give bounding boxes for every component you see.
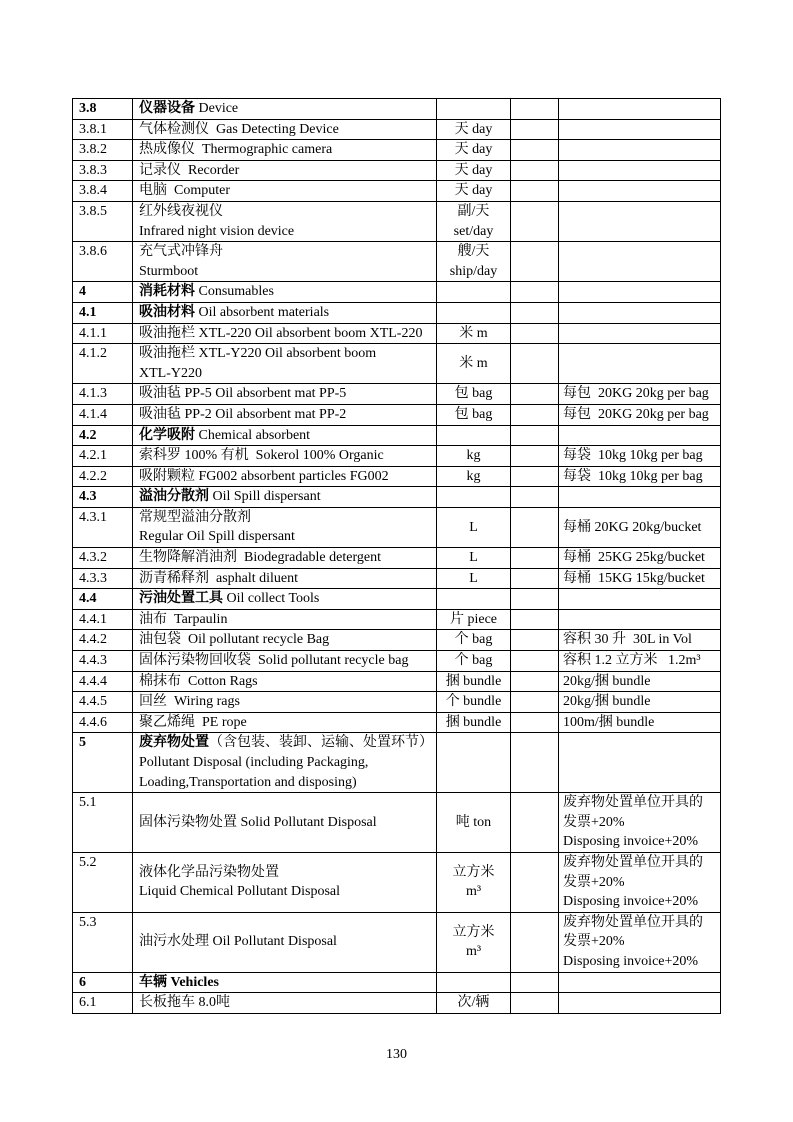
cell-text-line: 沥青稀释剂 asphalt diluent <box>139 570 299 586</box>
cell-text-line: 米 m <box>459 355 488 371</box>
table-row <box>73 446 721 467</box>
remark-cell <box>559 487 721 508</box>
table-row <box>73 548 721 569</box>
unit-cell <box>437 712 511 733</box>
description-cell <box>133 692 437 713</box>
item-number-cell: 4.4.4 <box>73 671 133 692</box>
item-number-cell: 4.4.2 <box>73 630 133 651</box>
remark-cell <box>559 446 721 467</box>
quantity-cell <box>511 160 559 181</box>
table-row <box>73 733 721 793</box>
cell-text-line: m³ <box>465 944 482 960</box>
description-cell <box>133 671 437 692</box>
description-cell <box>133 912 437 972</box>
quantity-cell <box>511 630 559 651</box>
unit-cell <box>437 972 511 993</box>
description-cell <box>133 972 437 993</box>
quantity-cell <box>511 201 559 241</box>
item-number-cell: 3.8.1 <box>73 119 133 140</box>
quantity-cell <box>511 181 559 202</box>
cell-text-line: 液体化学品污染物处置 <box>139 864 279 880</box>
item-number-cell: 4.1.4 <box>73 404 133 425</box>
table-row <box>73 712 721 733</box>
table-row <box>73 630 721 651</box>
cell-text-line: kg <box>466 448 481 464</box>
remark-cell <box>559 140 721 161</box>
quantity-cell <box>511 242 559 282</box>
item-number-cell: 4.3 <box>73 487 133 508</box>
description-cell <box>133 201 437 241</box>
cell-text-line: 油布 Tarpaulin <box>139 611 228 627</box>
remark-cell <box>559 852 721 912</box>
table-row <box>73 302 721 323</box>
table-row <box>73 651 721 672</box>
description-cell <box>133 507 437 547</box>
item-number-cell: 4.3.3 <box>73 568 133 589</box>
cell-text-line: 废弃物处置单位开具的 <box>563 854 703 870</box>
cell-text-line: Liquid Chemical Pollutant Disposal <box>139 884 341 900</box>
cell-text-line: 立方米 <box>452 864 495 880</box>
cell-text-line: Loading,Transportation and disposing) <box>139 774 357 790</box>
description-cell <box>133 160 437 181</box>
quantity-cell <box>511 589 559 610</box>
remark-cell <box>559 466 721 487</box>
quantity-cell <box>511 466 559 487</box>
remark-cell <box>559 671 721 692</box>
quantity-cell <box>511 344 559 384</box>
cell-text-line: Disposing invoice+20% <box>563 953 699 969</box>
table-row <box>73 242 721 282</box>
remark-cell <box>559 589 721 610</box>
description-cell <box>133 609 437 630</box>
remark-cell <box>559 302 721 323</box>
quantity-cell <box>511 692 559 713</box>
remark-cell <box>559 609 721 630</box>
table-row <box>73 404 721 425</box>
cell-text-line: 天 day <box>454 142 493 158</box>
unit-cell <box>437 160 511 181</box>
remark-cell <box>559 548 721 569</box>
quantity-cell <box>511 140 559 161</box>
cell-text-line: 吸附颗粒 FG002 absorbent particles FG002 <box>139 468 389 484</box>
table-row <box>73 507 721 547</box>
item-number-cell: 6.1 <box>73 993 133 1014</box>
cell-text-line: 聚乙烯绳 PE rope <box>139 714 247 730</box>
cell-text-line: 包 bag <box>454 406 493 422</box>
cell-text-line: 仪器设备 Device <box>139 101 239 116</box>
cell-text-line: 容积 30 升 30L in Vol <box>563 632 692 648</box>
item-number-cell: 4 <box>73 282 133 303</box>
table-row <box>73 160 721 181</box>
cell-text-line: 电脑 Computer <box>139 183 230 199</box>
table-row <box>73 466 721 487</box>
cell-text-line: 废弃物处置单位开具的 <box>563 914 703 930</box>
quantity-cell <box>511 733 559 793</box>
description-cell <box>133 712 437 733</box>
cell-text-line: 充气式冲锋舟 <box>139 244 223 260</box>
description-cell <box>133 793 437 853</box>
description-cell <box>133 404 437 425</box>
item-number-cell: 4.1.1 <box>73 323 133 344</box>
quantity-cell <box>511 972 559 993</box>
unit-cell <box>437 323 511 344</box>
quantity-cell <box>511 302 559 323</box>
cell-text-line: 捆 bundle <box>445 673 502 689</box>
table-body <box>73 99 721 1014</box>
description-cell <box>133 425 437 446</box>
description-cell <box>133 323 437 344</box>
cell-text-line: L <box>469 519 478 535</box>
unit-cell <box>437 425 511 446</box>
item-number-cell: 3.8.6 <box>73 242 133 282</box>
description-cell <box>133 119 437 140</box>
remark-cell <box>559 425 721 446</box>
table-row <box>73 119 721 140</box>
cell-text-line: 吸油拖栏 XTL-Y220 Oil absorbent boom <box>139 346 377 362</box>
remark-cell <box>559 651 721 672</box>
unit-cell <box>437 548 511 569</box>
table-row <box>73 487 721 508</box>
quantity-cell <box>511 425 559 446</box>
remark-cell <box>559 282 721 303</box>
cell-text-line: 捆 bundle <box>445 714 502 730</box>
cell-text-line: 每桶 15KG 15kg/bucket <box>563 570 705 586</box>
table-row <box>73 692 721 713</box>
cell-text-line: 常规型溢油分散剂 <box>139 509 251 525</box>
quantity-cell <box>511 507 559 547</box>
cell-text-line: 气体检测仪 Gas Detecting Device <box>139 121 339 137</box>
cell-text-line: 20kg/捆 bundle <box>563 673 651 689</box>
remark-cell <box>559 181 721 202</box>
table-row <box>73 344 721 384</box>
remark-cell <box>559 160 721 181</box>
price-list-table <box>72 98 721 1014</box>
unit-cell <box>437 384 511 405</box>
unit-cell <box>437 671 511 692</box>
cell-text-line: 回丝 Wiring rags <box>139 694 240 710</box>
quantity-cell <box>511 384 559 405</box>
cell-text-line: 100m/捆 bundle <box>563 714 655 730</box>
table-row <box>73 140 721 161</box>
cell-text-line: 立方米 <box>452 924 495 940</box>
description-cell <box>133 99 437 120</box>
description-cell <box>133 282 437 303</box>
cell-text-line: Disposing invoice+20% <box>563 834 699 850</box>
cell-text-line: 吸油毡 PP-5 Oil absorbent mat PP-5 <box>139 386 347 402</box>
cell-text-line: 每包 20KG 20kg per bag <box>563 386 709 402</box>
unit-cell <box>437 733 511 793</box>
quantity-cell <box>511 852 559 912</box>
unit-cell <box>437 140 511 161</box>
item-number-cell: 4.4.1 <box>73 609 133 630</box>
cell-text-line: 固体污染物处置 Solid Pollutant Disposal <box>139 814 377 830</box>
cell-text-line: Sturmboot <box>139 263 199 279</box>
cell-text-line: 发票+20% <box>563 814 625 830</box>
remark-cell <box>559 912 721 972</box>
item-number-cell: 4.4.5 <box>73 692 133 713</box>
table-row <box>73 282 721 303</box>
cell-text-line: 每包 20KG 20kg per bag <box>563 406 709 422</box>
quantity-cell <box>511 487 559 508</box>
table-row <box>73 384 721 405</box>
quantity-cell <box>511 671 559 692</box>
cell-text-line: L <box>469 570 478 586</box>
cell-text-line: 红外线夜视仪 <box>139 203 223 219</box>
unit-cell <box>437 589 511 610</box>
unit-cell <box>437 692 511 713</box>
table-row <box>73 793 721 853</box>
remark-cell <box>559 344 721 384</box>
unit-cell <box>437 912 511 972</box>
remark-cell <box>559 119 721 140</box>
description-cell <box>133 651 437 672</box>
item-number-cell: 4.3.2 <box>73 548 133 569</box>
cell-text-line: 油污水处理 Oil Pollutant Disposal <box>139 934 337 950</box>
cell-text-line: 天 day <box>454 121 493 137</box>
cell-text-line: Infrared night vision device <box>139 223 295 239</box>
cell-text-line: 个 bag <box>454 653 493 669</box>
cell-text-line: 污油处置工具 Oil collect Tools <box>139 591 320 607</box>
table-row <box>73 323 721 344</box>
description-cell <box>133 993 437 1014</box>
cell-text-line: 废弃物处置（含包装、装卸、运输、处置环节） <box>139 735 433 751</box>
remark-cell <box>559 630 721 651</box>
description-cell <box>133 548 437 569</box>
remark-cell <box>559 568 721 589</box>
cell-text-line: 溢油分散剂 Oil Spill dispersant <box>139 489 321 505</box>
table-row <box>73 568 721 589</box>
table-row <box>73 993 721 1014</box>
item-number-cell: 4.2.2 <box>73 466 133 487</box>
cell-text-line: 每袋 10kg 10kg per bag <box>563 448 703 464</box>
remark-cell <box>559 242 721 282</box>
quantity-cell <box>511 446 559 467</box>
cell-text-line: 记录仪 Recorder <box>139 162 240 178</box>
cell-text-line: 米 m <box>459 325 488 341</box>
description-cell <box>133 487 437 508</box>
cell-text-line: ship/day <box>449 263 498 279</box>
description-cell <box>133 852 437 912</box>
quantity-cell <box>511 993 559 1014</box>
quantity-cell <box>511 793 559 853</box>
item-number-cell: 5.1 <box>73 793 133 853</box>
cell-text-line: 20kg/捆 bundle <box>563 694 651 710</box>
unit-cell <box>437 446 511 467</box>
cell-text-line: kg <box>466 468 481 484</box>
table-row <box>73 852 721 912</box>
remark-cell <box>559 993 721 1014</box>
cell-text-line: 吸油材料 Oil absorbent materials <box>139 304 330 320</box>
cell-text-line: Disposing invoice+20% <box>563 894 699 910</box>
remark-cell <box>559 712 721 733</box>
description-cell <box>133 140 437 161</box>
cell-text-line: 个 bundle <box>445 694 502 710</box>
item-number-cell: 3.8.3 <box>73 160 133 181</box>
item-number-cell: 3.8.2 <box>73 140 133 161</box>
unit-cell <box>437 282 511 303</box>
cell-text-line: 棉抹布 Cotton Rags <box>139 673 258 689</box>
item-number-cell: 4.1.3 <box>73 384 133 405</box>
cell-text-line: 次/辆 <box>457 995 490 1011</box>
item-number-cell: 4.4 <box>73 589 133 610</box>
quantity-cell <box>511 912 559 972</box>
item-number-cell: 4.4.6 <box>73 712 133 733</box>
cell-text-line: 发票+20% <box>563 874 625 890</box>
item-number-cell: 3.8.4 <box>73 181 133 202</box>
remark-cell <box>559 692 721 713</box>
cell-text-line: 长板拖车 8.0吨 <box>139 995 230 1011</box>
item-number-cell: 4.2.1 <box>73 446 133 467</box>
remark-cell <box>559 201 721 241</box>
remark-cell <box>559 99 721 120</box>
unit-cell <box>437 201 511 241</box>
quantity-cell <box>511 119 559 140</box>
remark-cell <box>559 972 721 993</box>
cell-text-line: L <box>469 550 478 566</box>
unit-cell <box>437 344 511 384</box>
quantity-cell <box>511 323 559 344</box>
unit-cell <box>437 242 511 282</box>
unit-cell <box>437 793 511 853</box>
cell-text-line: 废弃物处置单位开具的 <box>563 795 703 811</box>
cell-text-line: Pollutant Disposal (including Packaging, <box>139 755 369 770</box>
unit-cell <box>437 507 511 547</box>
unit-cell <box>437 302 511 323</box>
cell-text-line: set/day <box>453 223 494 239</box>
remark-cell <box>559 507 721 547</box>
item-number-cell: 4.4.3 <box>73 651 133 672</box>
quantity-cell <box>511 568 559 589</box>
quantity-cell <box>511 282 559 303</box>
cell-text-line: 天 day <box>454 162 493 178</box>
description-cell <box>133 344 437 384</box>
unit-cell <box>437 99 511 120</box>
unit-cell <box>437 404 511 425</box>
cell-text-line: 每桶 20KG 20kg/bucket <box>563 519 702 535</box>
item-number-cell: 4.1.2 <box>73 344 133 384</box>
quantity-cell <box>511 548 559 569</box>
cell-text-line: 每桶 25KG 25kg/bucket <box>563 550 705 566</box>
description-cell <box>133 446 437 467</box>
cell-text-line: m³ <box>465 884 482 900</box>
item-number-cell: 6 <box>73 972 133 993</box>
cell-text-line: 油包袋 Oil pollutant recycle Bag <box>139 632 330 648</box>
description-cell <box>133 589 437 610</box>
description-cell <box>133 568 437 589</box>
quantity-cell <box>511 404 559 425</box>
item-number-cell: 4.3.1 <box>73 507 133 547</box>
cell-text-line: 消耗材料 Consumables <box>139 284 274 300</box>
cell-text-line: 热成像仪 Thermographic camera <box>139 142 333 158</box>
description-cell <box>133 302 437 323</box>
table-row <box>73 99 721 120</box>
table-row <box>73 425 721 446</box>
description-cell <box>133 181 437 202</box>
cell-text-line: Regular Oil Spill dispersant <box>139 529 295 545</box>
quantity-cell <box>511 712 559 733</box>
table-row <box>73 609 721 630</box>
description-cell <box>133 630 437 651</box>
table-row <box>73 912 721 972</box>
item-number-cell: 5 <box>73 733 133 793</box>
cell-text-line: 艘/天 <box>457 244 490 260</box>
quantity-cell <box>511 651 559 672</box>
unit-cell <box>437 181 511 202</box>
table-row <box>73 972 721 993</box>
remark-cell <box>559 793 721 853</box>
table-row <box>73 589 721 610</box>
page-number: 130 <box>386 1047 407 1062</box>
description-cell <box>133 466 437 487</box>
description-cell <box>133 733 437 793</box>
unit-cell <box>437 119 511 140</box>
unit-cell <box>437 651 511 672</box>
item-number-cell: 5.3 <box>73 912 133 972</box>
table-row <box>73 201 721 241</box>
item-number-cell: 5.2 <box>73 852 133 912</box>
unit-cell <box>437 568 511 589</box>
cell-text-line: 发票+20% <box>563 934 625 950</box>
item-number-cell: 3.8.5 <box>73 201 133 241</box>
cell-text-line: 片 piece <box>449 611 498 627</box>
cell-text-line: 化学吸附 Chemical absorbent <box>139 427 311 443</box>
cell-text-line: 车辆 Vehicles <box>139 974 219 990</box>
remark-cell <box>559 323 721 344</box>
cell-text-line: 每袋 10kg 10kg per bag <box>563 468 703 484</box>
table-row <box>73 181 721 202</box>
description-cell <box>133 384 437 405</box>
remark-cell <box>559 384 721 405</box>
cell-text-line: XTL-Y220 <box>139 365 202 381</box>
description-cell <box>133 242 437 282</box>
cell-text-line: 生物降解消油剂 Biodegradable detergent <box>139 550 381 566</box>
cell-text-line: 容积 1.2 立方米 1.2m³ <box>563 653 701 669</box>
cell-text-line: 吸油拖栏 XTL-220 Oil absorbent boom XTL-220 <box>139 325 423 341</box>
remark-cell <box>559 404 721 425</box>
item-number-cell: 4.1 <box>73 302 133 323</box>
unit-cell <box>437 993 511 1014</box>
cell-text-line: 吸油毡 PP-2 Oil absorbent mat PP-2 <box>139 406 347 422</box>
cell-text-line: 吨 ton <box>455 814 492 830</box>
unit-cell <box>437 487 511 508</box>
cell-text-line: 固体污染物回收袋 Solid pollutant recycle bag <box>139 653 409 669</box>
cell-text-line: 天 day <box>454 183 493 199</box>
cell-text-line: 个 bag <box>454 632 493 648</box>
quantity-cell <box>511 609 559 630</box>
cell-text-line: 索科罗 100% 有机 Sokerol 100% Organic <box>139 448 384 464</box>
cell-text-line: 包 bag <box>454 386 493 402</box>
unit-cell <box>437 609 511 630</box>
table-row <box>73 671 721 692</box>
item-number-cell: 3.8 <box>73 99 133 120</box>
unit-cell <box>437 852 511 912</box>
unit-cell <box>437 466 511 487</box>
unit-cell <box>437 630 511 651</box>
quantity-cell <box>511 99 559 120</box>
remark-cell <box>559 733 721 793</box>
cell-text-line: 副/天 <box>457 203 490 219</box>
item-number-cell: 4.2 <box>73 425 133 446</box>
